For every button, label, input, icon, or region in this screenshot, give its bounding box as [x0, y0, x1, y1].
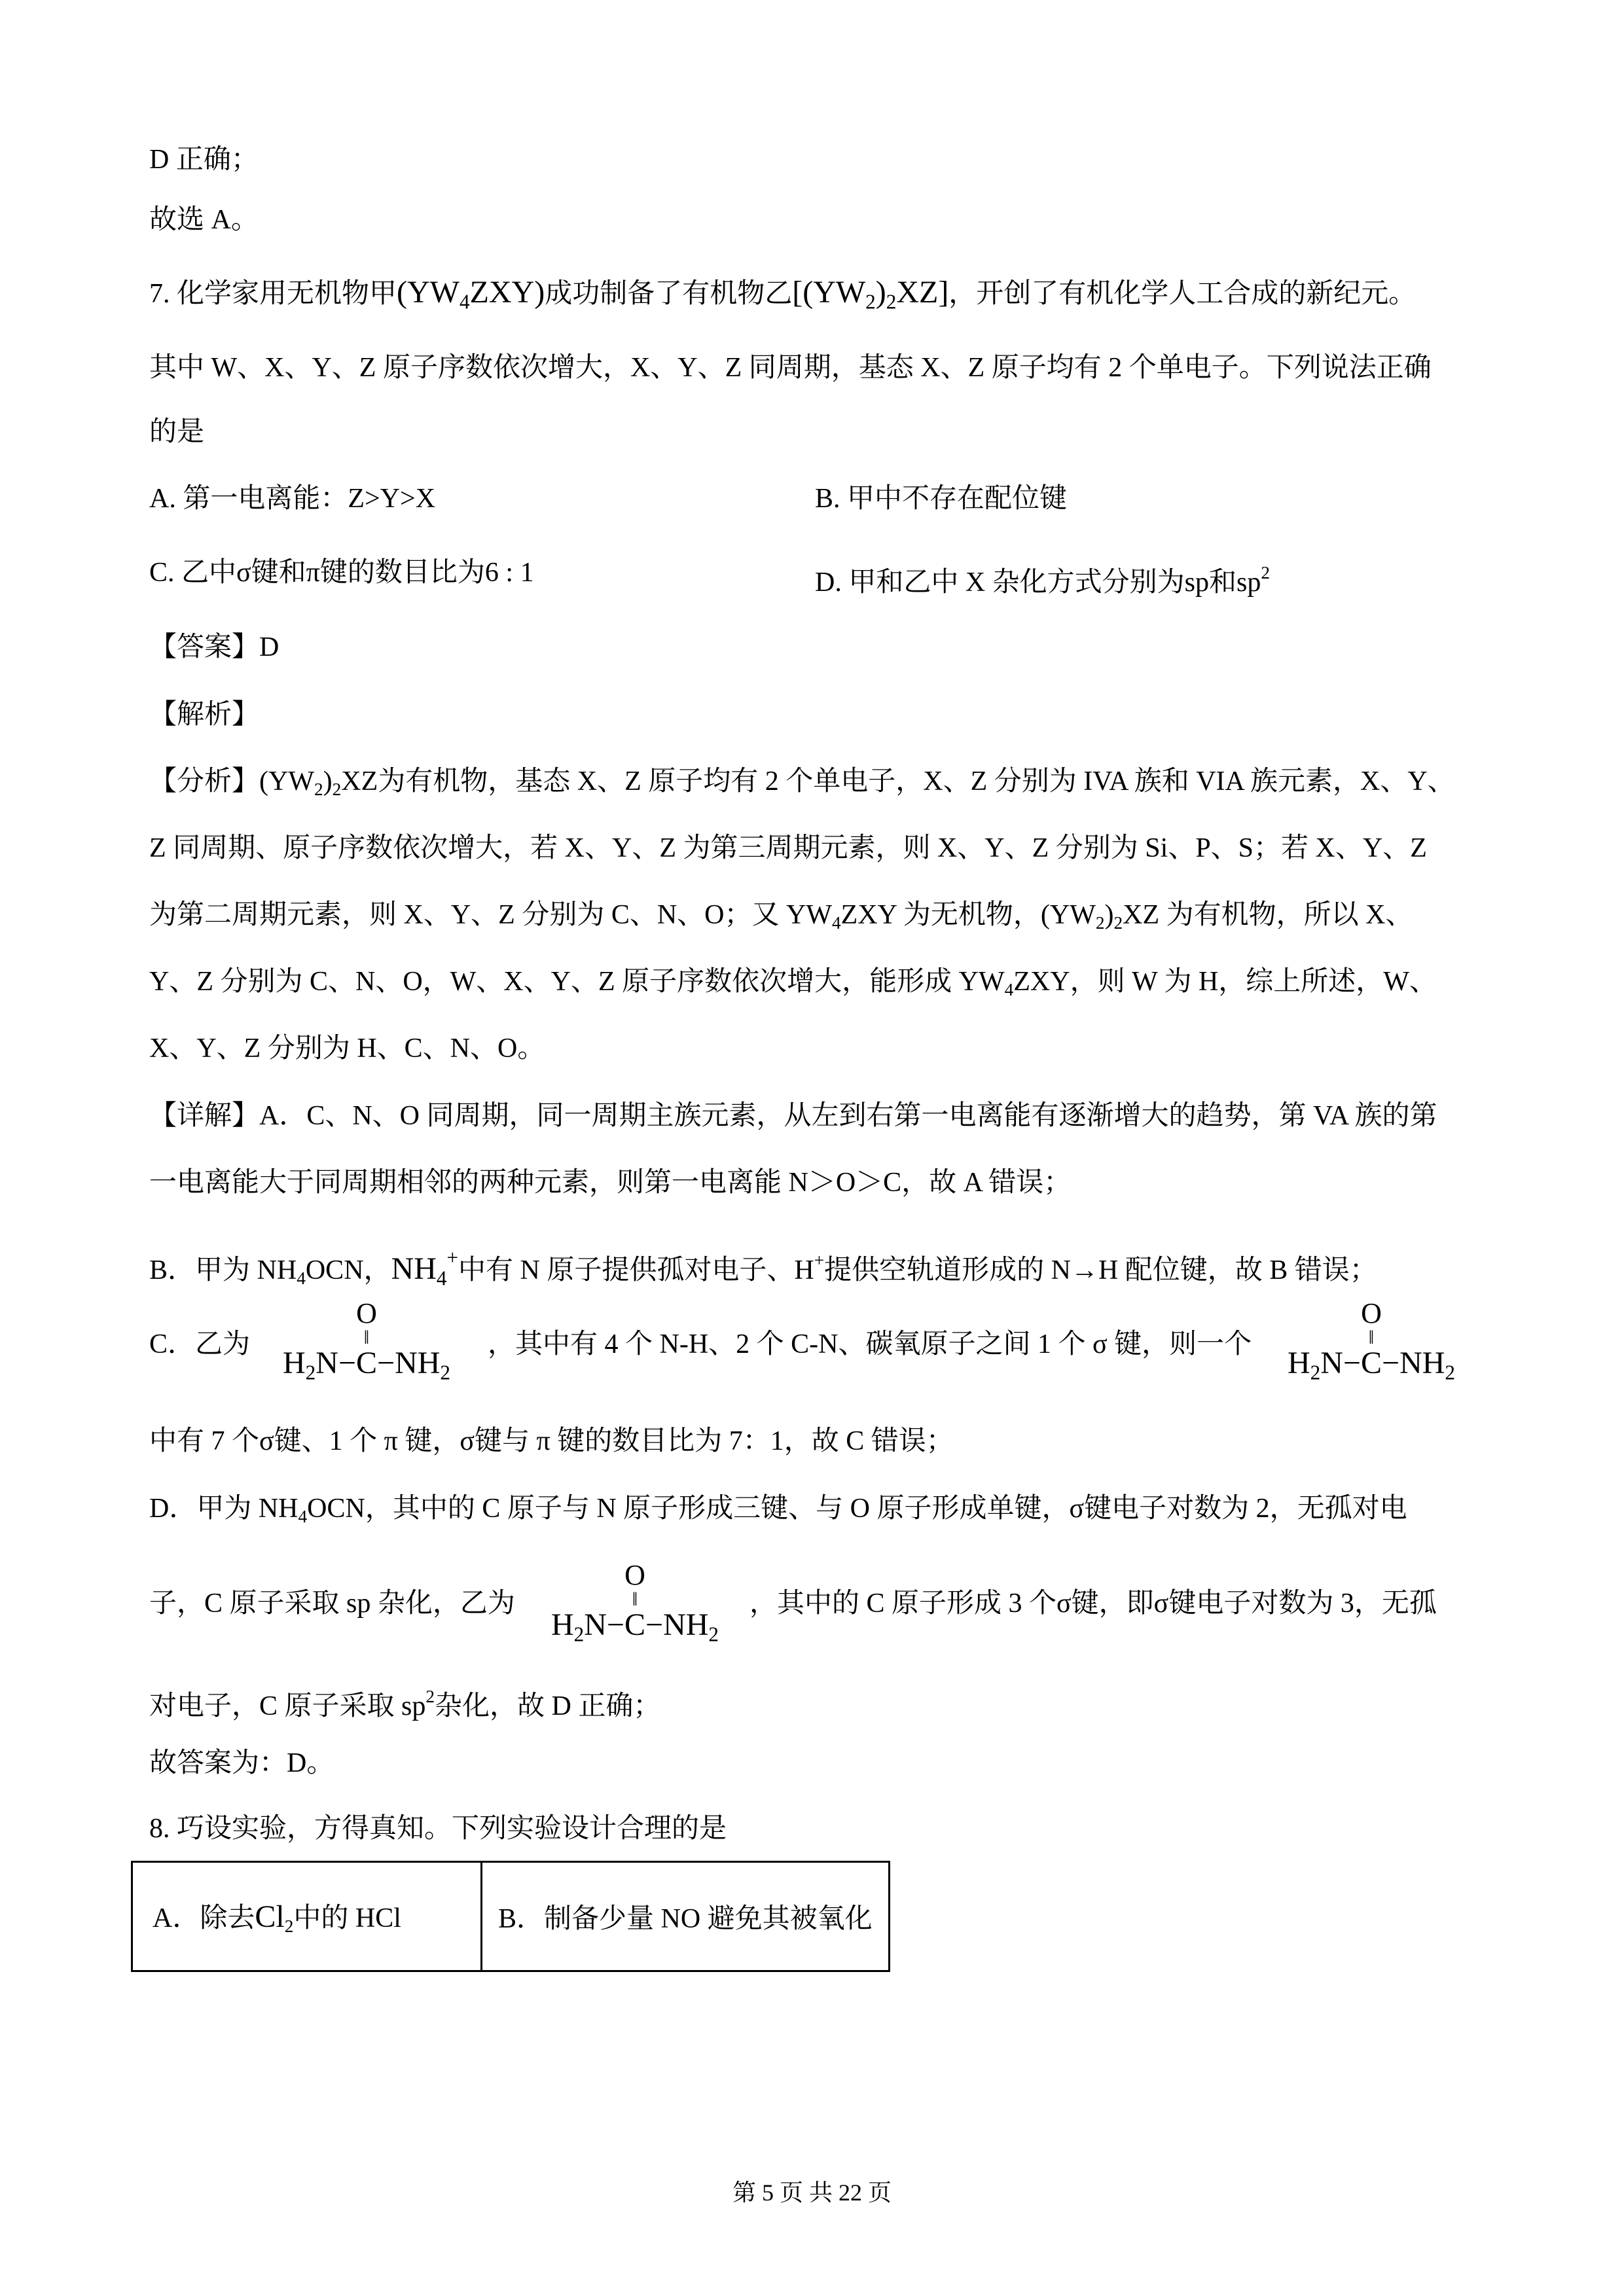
option-c: C. 乙中σ键和π键的数目比为6 : 1: [149, 558, 534, 588]
text-line: D 正确；: [149, 145, 259, 175]
option-a: A. 第一电离能：Z>Y>X: [149, 484, 436, 514]
text-line: 【详解】A．C、N、O 同周期，同一周期主族元素，从左到右第一电离能有逐渐增大的趋势，第 VA 族的第: [149, 1101, 1437, 1131]
options-table: [131, 1861, 890, 1972]
text-line: Z 同周期、原子序数依次增大，若 X、Y、Z 为第三周期元素，则 X、Y、Z 分别为 Si、P、S；若 X、Y、Z: [149, 833, 1427, 863]
text-line: 对电子，C 原子采取 $sp^2$杂化，故 D 正确；: [149, 1687, 661, 1722]
text-line: X、Y、Z 分别为 H、C、N、O。: [149, 1033, 545, 1064]
question-7-stem: 7. 化学家用无机物甲$(YW_4ZXY)$成功制备了有机物乙$[(YW_2)_2XZ]$，开创了有机化学人工合成的新纪元。: [149, 275, 1416, 314]
option-d: D. 甲和乙中 X 杂化方式分别为sp和$sp^2$: [815, 563, 1271, 598]
text-line: 其中 W、X、Y、Z 原子序数依次增大，X、Y、Z 同周期，基态 X、Z 原子均有 2 个单电子。下列说法正确: [149, 353, 1432, 383]
urea-structure: O ‖ $H_2N-C-NH_2$: [1287, 1297, 1455, 1384]
analysis-label: 【解析】: [149, 700, 260, 730]
page-footer: 第 5 页 共 22 页: [732, 2179, 892, 2206]
question-8-stem: 8. 巧设实验，方得真知。下列实验设计合理的是: [149, 1814, 727, 1844]
urea-structure: O ‖ $H_2N-C-NH_2$: [550, 1559, 719, 1646]
text-line: 一电离能大于同周期相邻的两种元素，则第一电离能 N＞O＞C，故 A 错误；: [149, 1168, 1072, 1198]
text-line: ，其中有 4 个 N-H、2 个 C-N、碳氧原子之间 1 个 σ 键，则一个: [488, 1329, 1252, 1359]
text-line: B．甲为 $NH_4OCN$，$NH_4^+$中有 N 原子提供孤对电子、H+提供空轨道形成的 N→H 配位键，故 B 错误；: [149, 1246, 1377, 1290]
table-cell-a: A．除去$Cl_2$中的 HCl: [132, 1862, 482, 1971]
answer-label: 【答案】D: [149, 632, 280, 662]
text-line: 为第二周期元素，则 X、Y、Z 分别为 C、N、O；又 $YW_4ZXY$ 为无机物，$(YW_2)_2XZ$ 为有机物，所以 X、: [149, 900, 1413, 933]
text-line: 子，C 原子采取 sp 杂化，乙为: [149, 1588, 515, 1619]
text-line: 故答案为：D。: [149, 1748, 334, 1778]
table-cell-b: B．制备少量 NO 避免其被氧化: [482, 1862, 890, 1971]
text-line: Y、Z 分别为 C、N、O，W、X、Y、Z 原子序数依次增大，能形成 $YW_4ZXY$，则 W 为 H，综上所述，W、: [149, 967, 1437, 1000]
text-line: 中有 7 个σ键、1 个 π 键，σ键与 π 键的数目比为 7：1，故 C 错误；: [149, 1426, 954, 1456]
text-line: 的是: [149, 417, 205, 447]
text-line: 故选 A。: [149, 205, 259, 235]
text-line: C．乙为: [149, 1329, 251, 1359]
urea-structure: O ‖ $H_2N-C-NH_2$: [282, 1297, 450, 1384]
option-b: B. 甲中不存在配位键: [815, 484, 1068, 514]
text-line: ，其中的 C 原子形成 3 个σ键，即σ键电子对数为 3，无孤: [749, 1588, 1437, 1619]
text-line: D．甲为 $NH_4OCN$，其中的 C 原子与 N 原子形成三键、与 O 原子形成单键，σ键电子对数为 2，无孤对电: [149, 1494, 1407, 1527]
text-line: 【分析】$(YW_2)_2XZ$为有机物，基态 X、Z 原子均有 2 个单电子，X、Z 分别为 IVA 族和 VIA 族元素，X、Y、: [149, 766, 1455, 800]
